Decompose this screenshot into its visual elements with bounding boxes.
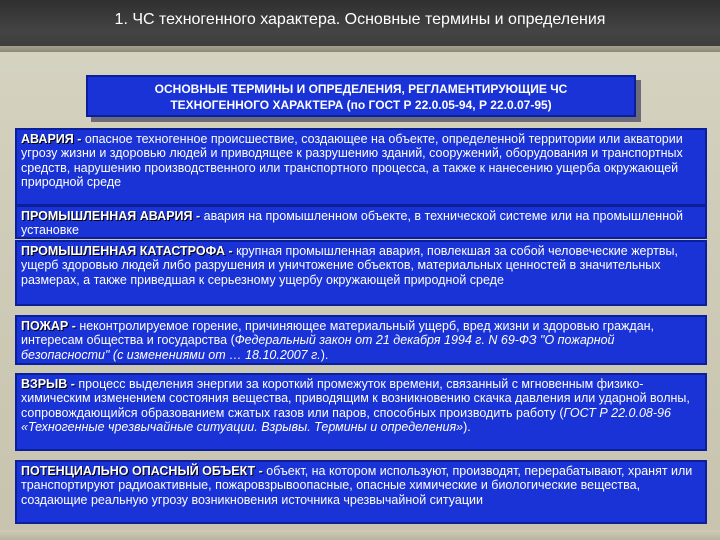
term-definition: авария на промышленном объекте, в технической системе или на промышленной установке — [21, 209, 684, 238]
definition-hazardous-facility — [15, 460, 707, 524]
term-label: АВАРИЯ — [21, 132, 74, 146]
definition-fire — [15, 315, 707, 365]
term-label: ПОЖАР — [21, 319, 69, 333]
legal-reference: Федеральный закон от 21 декабря 1994 г. N 69-ФЗ "О пожарной безопасности" (с изменениями от … 18.10.2007 г. — [21, 333, 615, 362]
definition-industrial-catastrophe — [15, 240, 707, 306]
definition-explosion — [15, 373, 707, 451]
standard-reference: ГОСТ Р 22.0.08-96 «Техногенные чрезвычайные ситуации. Взрывы. Термины и определения» — [21, 405, 671, 435]
term-separator: - — [192, 209, 204, 223]
term-definition: объект, на котором используют, производят, перерабатывают, хранят или транспортируют радиоактивные, пожаровзрывоопасные, опасные химические и биологические вещества, создающие реальную угрозу возникновения источника чрезвычайной ситуации — [21, 464, 693, 507]
term-label: ВЗРЫВ — [21, 377, 68, 391]
reference-tail: ). — [320, 347, 329, 362]
term-separator: - — [224, 244, 237, 258]
term-separator: - — [67, 377, 79, 391]
definition-accident — [15, 128, 707, 206]
term-definition: крупная промышленная авария, повлекшая за собой человеческие жертвы, ущерб здоровью людей либо разрушения и уничтожение объектов, материальных ценностей в значительных размерах, а также приведшая к серьезному ущербу окружающей природной среде — [21, 244, 679, 287]
section-heading-line-1: ОСНОВНЫЕ ТЕРМИНЫ И ОПРЕДЕЛЕНИЯ, РЕГЛАМЕНТИРУЮЩИЕ ЧС — [154, 82, 568, 96]
slide-title: 1. ЧС техногенного характера. Основные термины и определения — [114, 11, 606, 28]
section-heading — [86, 75, 636, 117]
slide-footer-band — [0, 530, 720, 540]
term-definition: опасное техногенное происшествие, создающее на объекте, определенной территории или акватории угрозу жизни и здоровью людей и приводящее к разрушению зданий, сооружений, оборудования и транспортных средств, нарушению производственного или транспортного процесса, а также к нанесению ущерба окружающей природной среде — [21, 132, 683, 190]
term-separator: - — [73, 132, 85, 146]
title-bar-divider — [0, 46, 720, 52]
term-separator: - — [68, 319, 80, 333]
term-label: ПРОМЫШЛЕННАЯ АВАРИЯ — [21, 209, 193, 223]
term-separator: - — [255, 464, 267, 478]
term-definition: неконтролируемое горение, причиняющее материальный ущерб, вред жизни и здоровью граждан, интересам общества и государства ( — [21, 319, 655, 348]
term-label: ПОТЕНЦИАЛЬНО ОПАСНЫЙ ОБЪЕКТ — [21, 464, 256, 478]
term-definition: процесс выделения энергии за короткий промежуток времени, связанный с мгновенным физико-химическим изменением состояния вещества, приводящим к возникновению скачка давления или ударной волны, сопровождающийся образованием сжатых газов или паров, способных производить работу ( — [21, 377, 690, 420]
definition-industrial-accident — [15, 205, 707, 239]
term-label: ПРОМЫШЛЕННАЯ КАТАСТРОФА — [21, 244, 225, 258]
section-heading-line-2: ТЕХНОГЕННОГО ХАРАКТЕРА (по ГОСТ Р 22.0.05-94, Р 22.0.07-95) — [170, 98, 552, 112]
reference-tail: ). — [463, 420, 471, 435]
